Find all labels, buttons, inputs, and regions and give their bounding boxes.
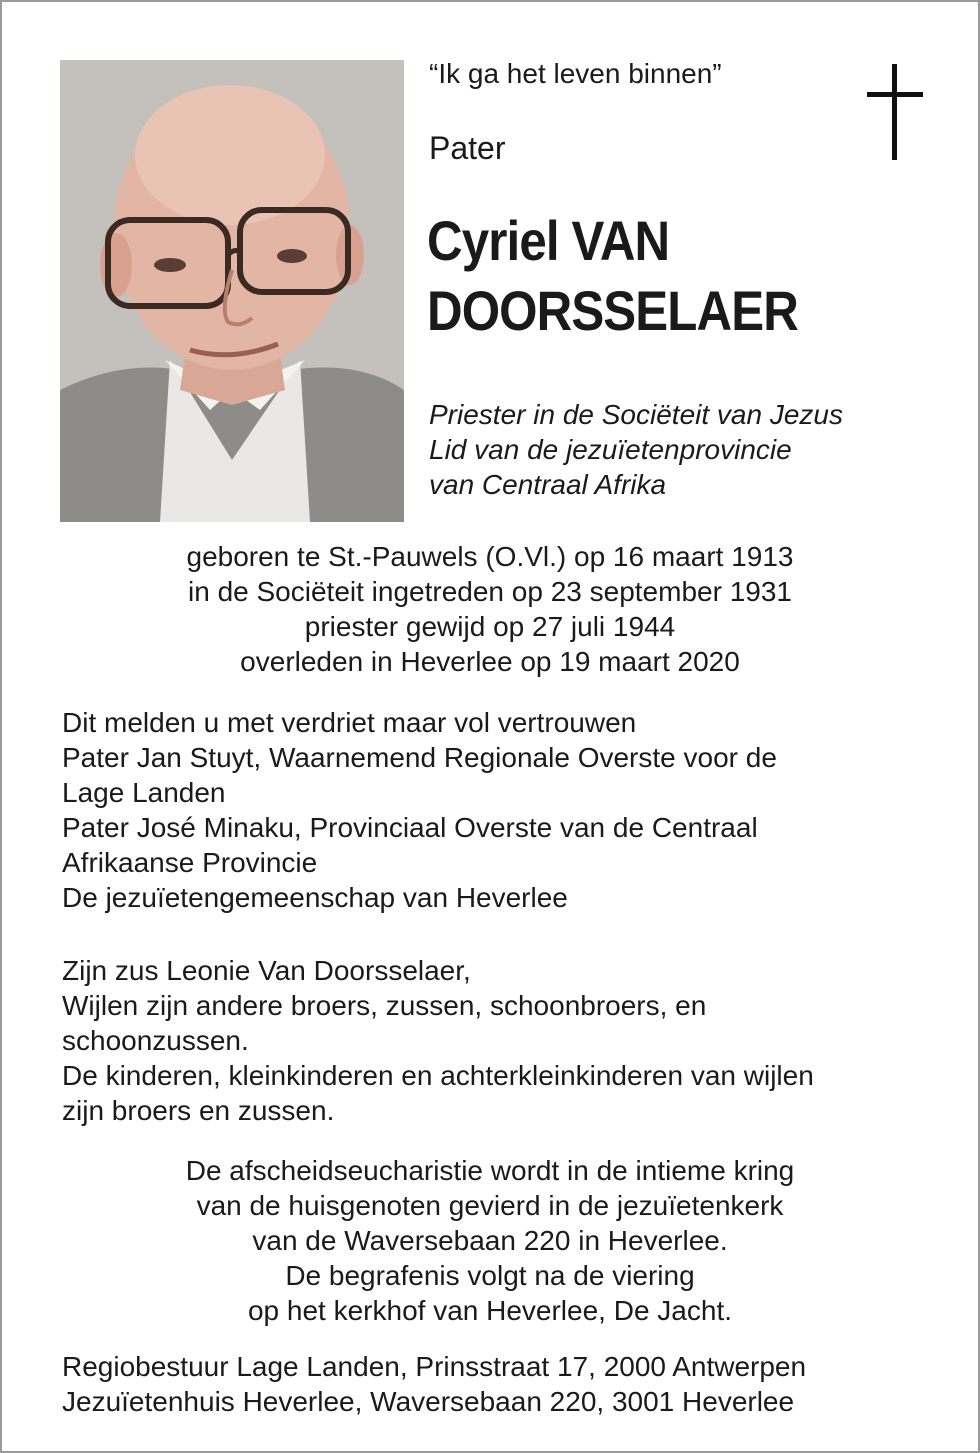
name-line-1: Cyriel VAN — [427, 209, 670, 272]
family-line: Zijn zus Leonie Van Doorsselaer, — [62, 955, 471, 986]
announcer-line: De jezuïetengemeenschap van Heverlee — [62, 882, 568, 913]
ceremony-line: van de Waversebaan 220 in Heverlee. — [252, 1225, 728, 1256]
roles — [429, 397, 843, 502]
announcers — [62, 705, 942, 915]
announcer-line: Pater Jan Stuyt, Waarnemend Regionale Overste voor de — [62, 742, 777, 773]
role-line: Priester in de Sociëteit van Jezus — [429, 399, 843, 430]
announcer-line: Afrikaanse Provincie — [62, 847, 318, 878]
honorific-title: Pater — [429, 130, 506, 166]
portrait-illustration — [60, 60, 404, 522]
announcer-line: Dit melden u met verdriet maar vol vertrouwen — [62, 707, 637, 738]
address-line: Jezuïetenhuis Heverlee, Waversebaan 220, 3001 Heverlee — [62, 1386, 795, 1417]
fact-line: geboren te St.-Pauwels (O.Vl.) op 16 maart 1913 — [186, 541, 794, 572]
ceremony-line: De begrafenis volgt na de viering — [285, 1260, 695, 1291]
family-line: schoonzussen. — [62, 1025, 249, 1056]
addresses — [62, 1349, 962, 1419]
fact-line: priester gewijd op 27 juli 1944 — [304, 611, 676, 642]
family-line: zijn broers en zussen. — [62, 1095, 335, 1126]
address-line: Regiobestuur Lage Landen, Prinsstraat 17, 2000 Antwerpen — [62, 1351, 807, 1382]
deceased-name — [427, 206, 798, 346]
family — [62, 953, 942, 1128]
ceremony-info — [2, 1153, 978, 1328]
fact-line: in de Sociëteit ingetreden op 23 september 1931 — [188, 576, 792, 607]
portrait-photo — [60, 60, 404, 522]
announcer-line: Lage Landen — [62, 777, 226, 808]
fact-line: overleden in Heverlee op 19 maart 2020 — [240, 646, 740, 677]
name-line-2: DOORSSELAER — [427, 279, 798, 342]
ceremony-line: van de huisgenoten gevierd in de jezuïetenkerk — [196, 1190, 784, 1221]
ceremony-line: op het kerkhof van Heverlee, De Jacht. — [247, 1295, 733, 1326]
life-facts — [2, 539, 978, 679]
role-line: Lid van de jezuïetenprovincie — [429, 434, 792, 465]
cross-icon — [867, 64, 923, 160]
family-line: De kinderen, kleinkinderen en achterkleinkinderen van wijlen — [62, 1060, 814, 1091]
role-line: van Centraal Afrika — [429, 469, 667, 500]
family-line: Wijlen zijn andere broers, zussen, schoonbroers, en — [62, 990, 707, 1021]
ceremony-line: De afscheidseucharistie wordt in de intieme kring — [185, 1155, 795, 1186]
announcer-line: Pater José Minaku, Provinciaal Overste van de Centraal — [62, 812, 758, 843]
quote: “Ik ga het leven binnen” — [429, 58, 722, 89]
